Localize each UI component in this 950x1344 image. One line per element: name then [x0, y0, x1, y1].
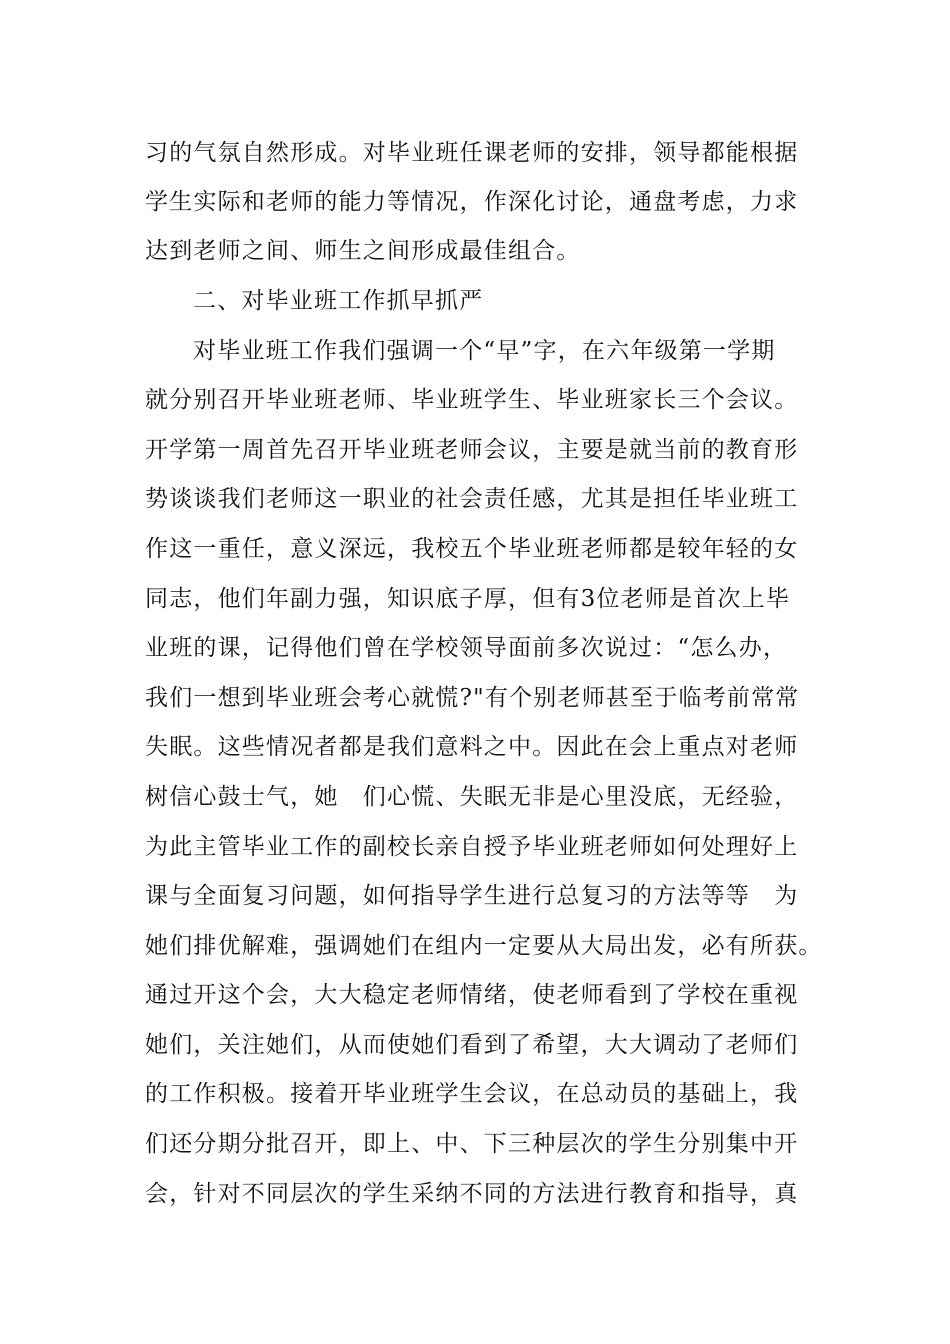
text-line: 同志，他们年副力强，知识底子厚，但有3位老师是首次上毕	[145, 586, 791, 612]
text-line: 她们排优解难，强调她们在组内一定要从大局出发，必有所获。	[145, 933, 823, 959]
text-line: 们还分期分批召开，即上、中、下三种层次的学生分别集中开	[145, 1131, 799, 1157]
text-line: 势谈谈我们老师这一职业的社会责任感，尤其是担任毕业班工	[145, 486, 799, 512]
text-line: 习的气氛自然形成。对毕业班任课老师的安排，领导都能根据	[145, 140, 799, 166]
text-line: 就分别召开毕业班老师、毕业班学生、毕业班家长三个会议。	[145, 387, 799, 413]
text-line: 失眠。这些情况者都是我们意料之中。因此在会上重点对老师	[145, 734, 799, 760]
text-line: 树信心鼓士气，她 们心慌、失眠无非是心里没底，无经验，	[145, 784, 799, 810]
paragraph-first-line: 对毕业班工作我们强调一个“早”字，在六年级第一学期	[193, 338, 776, 364]
text-line: 通过开这个会，大大稳定老师情绪，使老师看到了学校在重视	[145, 982, 799, 1008]
text-line: 为此主管毕业工作的副校长亲自授予毕业班老师如何处理好上	[145, 834, 799, 860]
text-line: 学生实际和老师的能力等情况，作深化讨论，通盘考虑，力求	[145, 189, 799, 215]
text-line: 她们，关注她们，从而使她们看到了希望，大大调动了老师们	[145, 1032, 799, 1058]
text-line: 我们一想到毕业班会考心就慌?"有个别老师甚至于临考前常常	[145, 685, 800, 711]
text-line: 的工作积极。接着开毕业班学生会议，在总动员的基础上，我	[145, 1081, 799, 1107]
section-heading: 二、对毕业班工作抓早抓严	[193, 288, 484, 314]
text-line: 作这一重任，意义深远，我校五个毕业班老师都是较年轻的女	[145, 536, 799, 562]
text-line: 业班的课，记得他们曾在学校领导面前多次说过：“怎么办，	[145, 635, 788, 661]
text-line: 会，针对不同层次的学生采纳不同的方法进行教育和指导，真	[145, 1181, 799, 1207]
text-line: 课与全面复习问题，如何指导学生进行总复习的方法等等 为	[145, 883, 799, 909]
text-line: 达到老师之间、师生之间形成最佳组合。	[145, 238, 581, 264]
text-line: 开学第一周首先召开毕业班老师会议，主要是就当前的教育形	[145, 437, 799, 463]
